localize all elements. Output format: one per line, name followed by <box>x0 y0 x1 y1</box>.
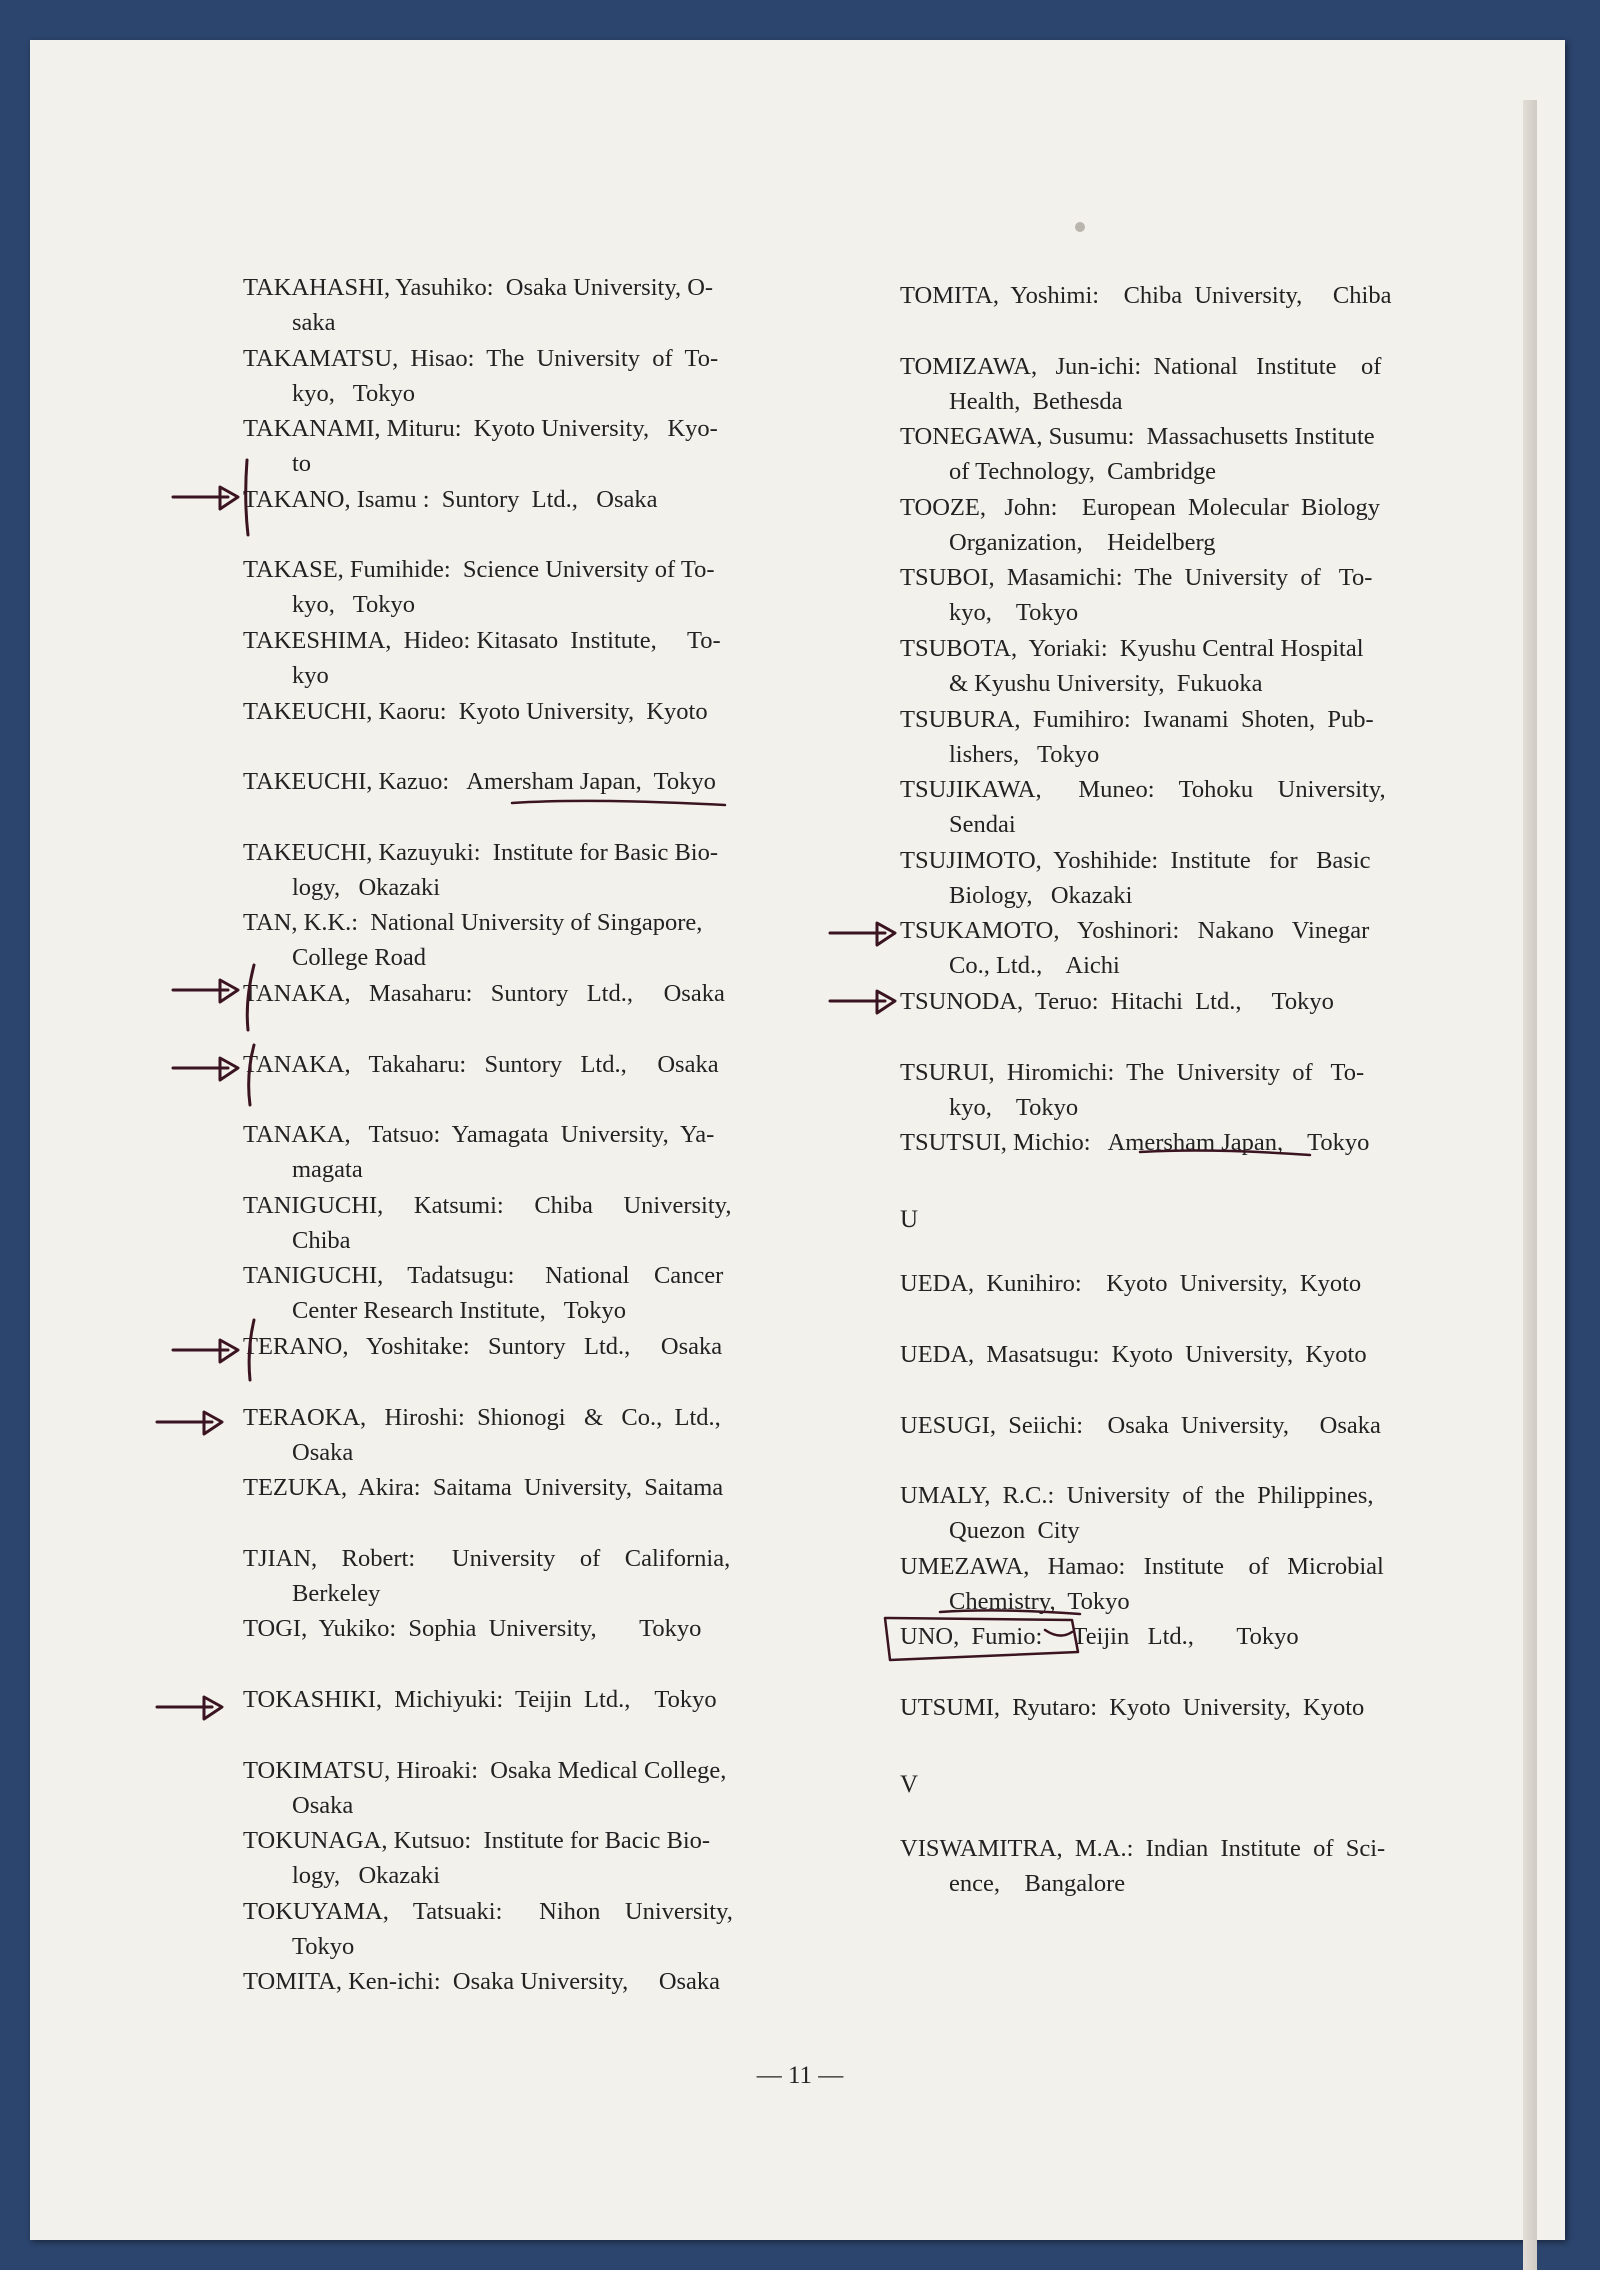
directory-entry <box>243 905 828 975</box>
entry-continuation: kyo, Tokyo <box>292 591 416 619</box>
entry-line: TSUJIKAWA, Muneo: Tohoku University, <box>900 776 1386 804</box>
directory-entry <box>243 270 828 340</box>
entry-line: TSUNODA, Teruo: Hitachi Ltd., Tokyo <box>900 988 1334 1015</box>
directory-entry <box>243 1753 828 1823</box>
entry-continuation: Biology, Okazaki <box>949 881 1133 909</box>
entry-continuation: kyo, Tokyo <box>292 379 416 407</box>
entry-continuation: to <box>292 450 312 478</box>
directory-entry <box>900 1125 1465 1160</box>
entry-line: TSUKAMOTO, Yoshinori: Nakano Vinegar <box>900 917 1370 945</box>
page-edge <box>1523 100 1537 2270</box>
entry-line: TONEGAWA, Susumu: Massachusetts Institute <box>900 423 1375 451</box>
entry-continuation: ence, Bangalore <box>949 1870 1126 1898</box>
entry-line: UESUGI, Seiichi: Osaka University, Osaka <box>900 1411 1381 1439</box>
entry-line: TAKESHIMA, Hideo: Kitasato Institute, To- <box>243 627 721 654</box>
entry-continuation: Center Research Institute, Tokyo <box>292 1297 626 1325</box>
entry-line: TAKAMATSU, Hisao: The University of To- <box>243 344 719 372</box>
entry-continuation: logy, Okazaki <box>292 1862 441 1890</box>
directory-entry <box>243 1047 828 1082</box>
entry-line: TANAKA, Masaharu: Suntory Ltd., Osaka <box>243 980 725 1007</box>
directory-entry <box>900 560 1465 630</box>
entry-line: UMEZAWA, Hamao: Institute of Microbial <box>900 1552 1384 1580</box>
entry-line: TANAKA, Takaharu: Suntory Ltd., Osaka <box>243 1050 719 1078</box>
directory-entry <box>243 1611 828 1646</box>
entry-continuation: Berkeley <box>292 1579 381 1607</box>
entry-continuation: & Kyushu University, Fukuoka <box>949 670 1263 697</box>
entry-line: TOMITA, Ken-ichi: Osaka University, Osaka <box>243 1968 721 1996</box>
entry-continuation: Osaka <box>292 1438 354 1466</box>
entry-line: TSUBOTA, Yoriaki: Kyushu Central Hospital <box>900 635 1364 662</box>
entry-continuation: magata <box>292 1156 363 1184</box>
entry-line: TSUBOI, Masamichi: The University of To- <box>900 564 1373 592</box>
entry-continuation: kyo, Tokyo <box>949 599 1079 627</box>
directory-entry <box>243 1894 828 1964</box>
directory-entry <box>900 984 1465 1019</box>
entry-line: TERANO, Yoshitake: Suntory Ltd., Osaka <box>243 1333 723 1360</box>
entry-continuation: Sendai <box>949 811 1016 839</box>
directory-entry <box>900 913 1465 983</box>
entry-line: UNO, Fumio: Teijin Ltd., Tokyo <box>900 1623 1299 1651</box>
directory-entry <box>243 1541 828 1611</box>
entry-continuation: kyo <box>292 662 329 689</box>
section-letter: U <box>900 1205 919 1233</box>
directory-entry <box>243 411 828 481</box>
directory-entry <box>243 1470 828 1505</box>
entry-continuation: kyo, Tokyo <box>949 1093 1079 1121</box>
directory-entry <box>243 482 828 517</box>
entry-continuation: Co., Ltd., Aichi <box>949 952 1120 980</box>
directory-entry <box>243 1682 828 1717</box>
directory-entry <box>243 1258 828 1328</box>
entry-line: TOMITA, Yoshimi: Chiba University, Chiba <box>900 282 1392 309</box>
entry-line: UEDA, Masatsugu: Kyoto University, Kyoto <box>900 1341 1367 1368</box>
entry-line: TAN, K.K.: National University of Singapore, <box>243 909 703 937</box>
entry-line: TSURUI, Hiromichi: The University of To- <box>900 1058 1365 1086</box>
entry-line: UTSUMI, Ryutaro: Kyoto University, Kyoto <box>900 1694 1365 1721</box>
entry-line: TANAKA, Tatsuo: Yamagata University, Ya- <box>243 1121 715 1149</box>
entry-line: TSUBURA, Fumihiro: Iwanami Shoten, Pub- <box>900 705 1374 733</box>
entry-continuation: of Technology, Cambridge <box>949 458 1217 486</box>
directory-entry <box>900 631 1465 701</box>
entry-line: TAKEUCHI, Kazuo: Amersham Japan, Tokyo <box>243 768 716 796</box>
directory-entry <box>900 1266 1465 1301</box>
entry-line: TAKANO, Isamu : Suntory Ltd., Osaka <box>243 485 658 513</box>
directory-entry <box>900 702 1465 772</box>
directory-entry <box>900 1690 1465 1725</box>
directory-entry <box>243 1400 828 1470</box>
entry-line: TAKAHASHI, Yasuhiko: Osaka University, O- <box>243 274 714 301</box>
directory-entry <box>900 1337 1465 1372</box>
directory-entry <box>900 1408 1465 1443</box>
entry-line: TAKANAMI, Mituru: Kyoto University, Kyo- <box>243 415 718 443</box>
entry-line: UEDA, Kunihiro: Kyoto University, Kyoto <box>900 1270 1362 1298</box>
entry-line: TERAOKA, Hiroshi: Shionogi & Co., Ltd., <box>243 1403 721 1431</box>
directory-entry <box>900 1055 1465 1125</box>
entry-line: TSUJIMOTO, Yoshihide: Institute for Basic <box>900 846 1371 874</box>
entry-line: TAKEUCHI, Kaoru: Kyoto University, Kyoto <box>243 697 708 725</box>
directory-entry <box>243 341 828 411</box>
entry-line: VISWAMITRA, M.A.: Indian Institute of Sci- <box>900 1835 1386 1863</box>
entry-continuation: Health, Bethesda <box>949 387 1123 415</box>
entry-continuation: saka <box>292 309 336 336</box>
entry-line: TOOZE, John: European Molecular Biology <box>900 493 1380 521</box>
directory-entry <box>243 1964 828 1999</box>
directory-entry <box>243 552 828 622</box>
entry-continuation: Chemistry, Tokyo <box>949 1587 1130 1615</box>
directory-entry <box>243 764 828 799</box>
paper-speck <box>1075 222 1085 232</box>
entry-continuation: logy, Okazaki <box>292 873 441 901</box>
entry-line: TAKEUCHI, Kazuyuki: Institute for Basic Bio- <box>243 838 719 866</box>
directory-entry <box>243 1823 828 1893</box>
entry-line: TOMIZAWA, Jun-ichi: National Institute of <box>900 352 1382 380</box>
directory-entry <box>900 349 1465 419</box>
entry-continuation: College Road <box>292 944 427 972</box>
entry-continuation: Chiba <box>292 1226 351 1254</box>
directory-entry <box>900 772 1465 842</box>
directory-entry <box>900 843 1465 913</box>
directory-entry <box>900 1478 1465 1548</box>
directory-entry <box>243 976 828 1011</box>
entry-line: TOKIMATSU, Hiroaki: Osaka Medical College, <box>243 1756 727 1784</box>
directory-entry <box>243 694 828 729</box>
directory-entry <box>900 1549 1465 1619</box>
directory-entry <box>900 1619 1465 1654</box>
directory-entry <box>243 835 828 905</box>
directory-entry <box>243 623 828 693</box>
entry-line: TOKUNAGA, Kutsuo: Institute for Bacic Bio- <box>243 1827 711 1855</box>
entry-continuation: Organization, Heidelberg <box>949 528 1216 556</box>
entry-continuation: Osaka <box>292 1791 354 1819</box>
entry-line: TOKUYAMA, Tatsuaki: Nihon University, <box>243 1897 733 1925</box>
directory-entry <box>900 490 1465 560</box>
entry-line: TSUTSUI, Michio: Amersham Japan, Tokyo <box>900 1129 1370 1157</box>
directory-entry <box>243 1188 828 1258</box>
entry-line: TANIGUCHI, Tadatsugu: National Cancer <box>243 1262 724 1290</box>
directory-entry <box>243 1117 828 1187</box>
entry-line: TANIGUCHI, Katsumi: Chiba University, <box>243 1191 732 1219</box>
directory-entry <box>900 278 1465 313</box>
section-letter: V <box>900 1770 919 1798</box>
entry-line: TEZUKA, Akira: Saitama University, Saitama <box>243 1474 724 1502</box>
entry-continuation: Tokyo <box>292 1932 355 1960</box>
directory-entry <box>243 1329 828 1364</box>
entry-line: TOGI, Yukiko: Sophia University, Tokyo <box>243 1615 702 1643</box>
directory-entry <box>900 1831 1465 1901</box>
page-number: — 11 — <box>756 2062 844 2089</box>
directory-entry <box>900 419 1465 489</box>
entry-continuation: Quezon City <box>949 1517 1080 1545</box>
entry-line: UMALY, R.C.: University of the Philippines, <box>900 1482 1374 1510</box>
entry-line: TJIAN, Robert: University of California, <box>243 1544 731 1572</box>
entry-line: TAKASE, Fumihide: Science University of To- <box>243 556 715 584</box>
entry-continuation: lishers, Tokyo <box>949 740 1100 768</box>
entry-line: TOKASHIKI, Michiyuki: Teijin Ltd., Tokyo <box>243 1686 717 1713</box>
